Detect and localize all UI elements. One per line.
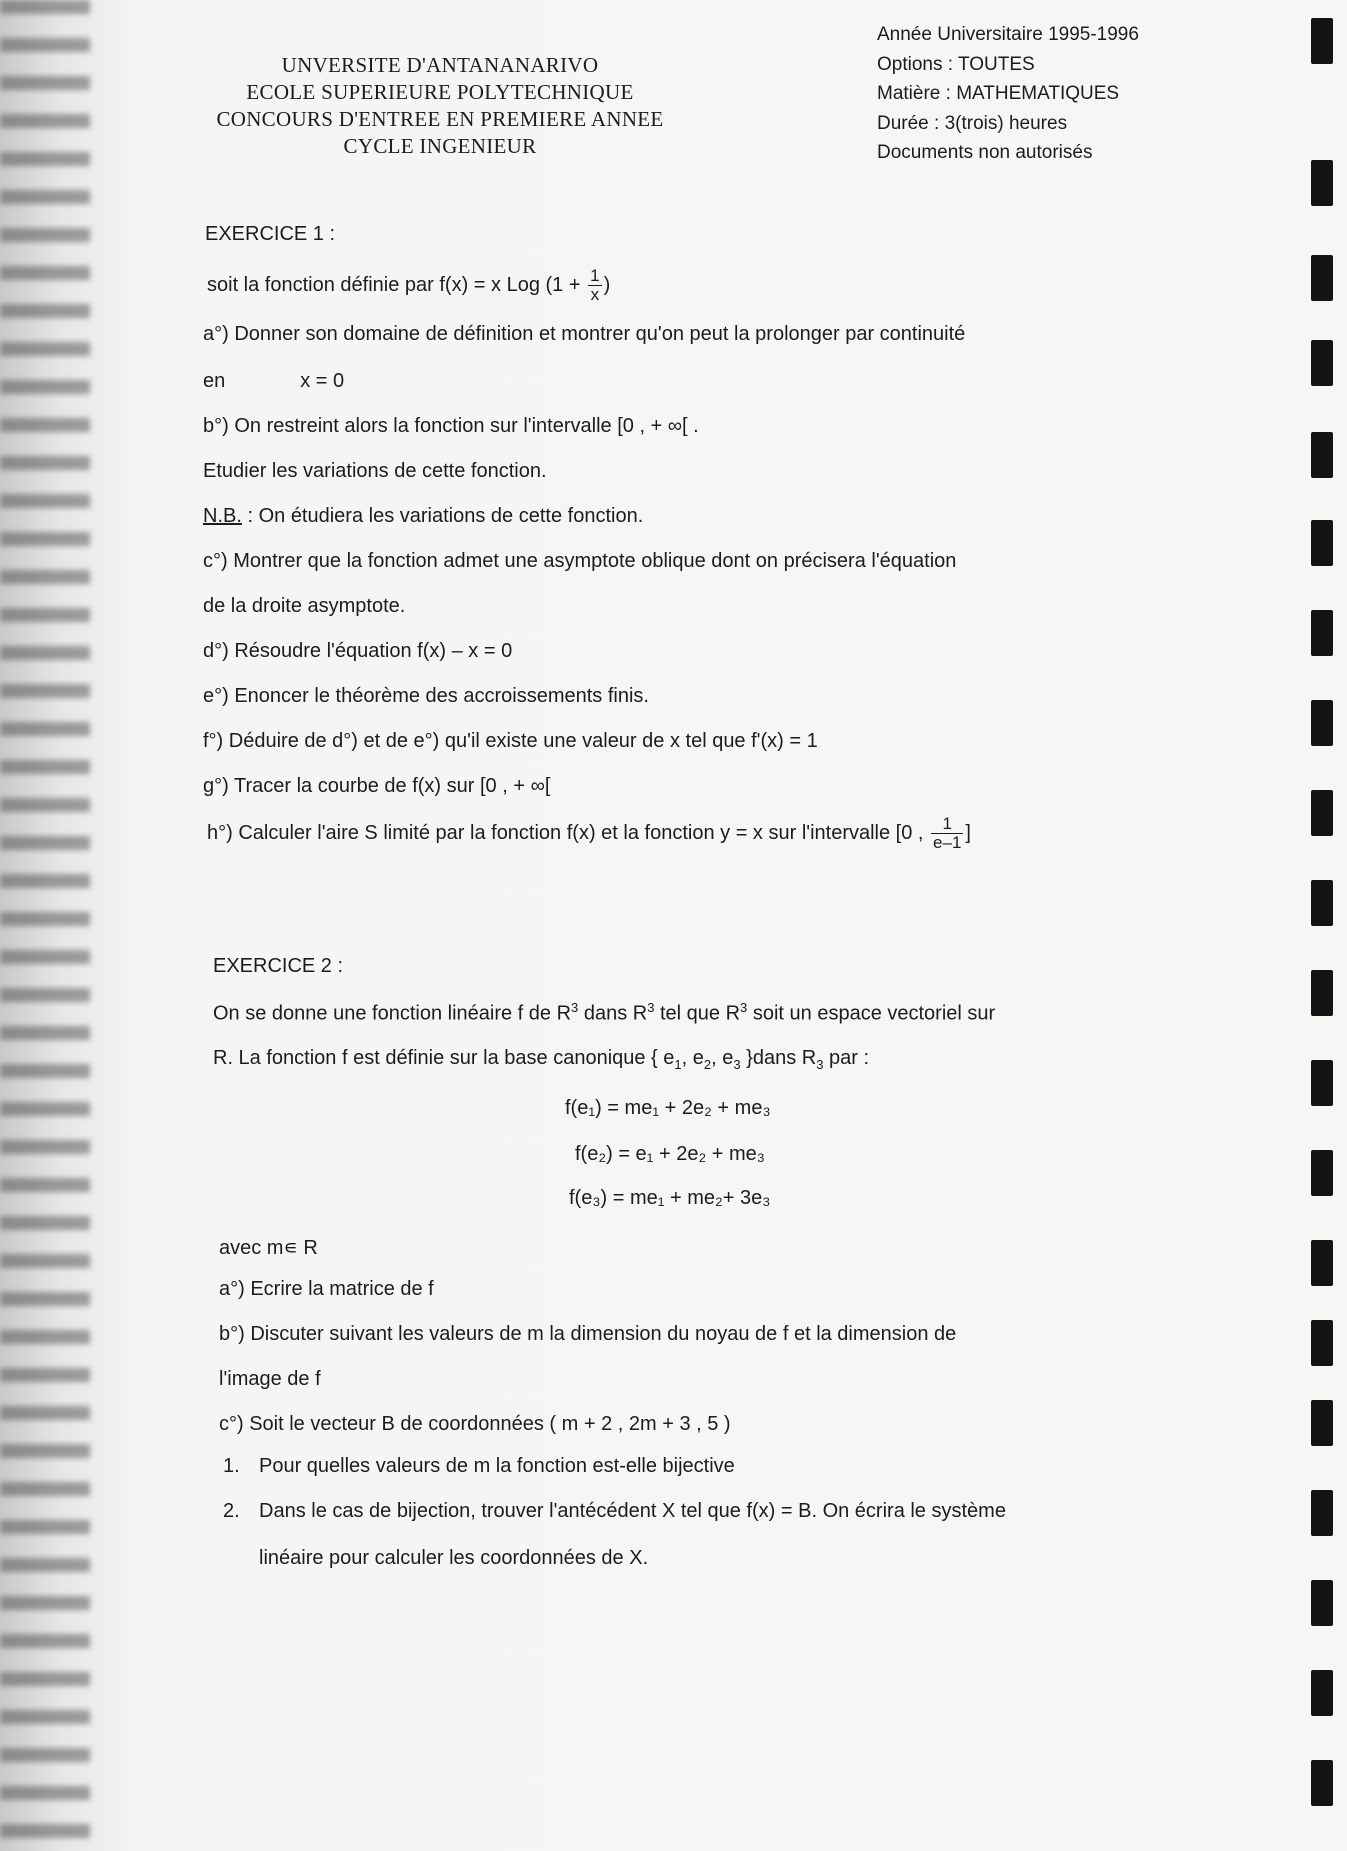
question-a: a°) Ecrire la matrice de f bbox=[219, 1278, 434, 1300]
exercise-2-para2 bbox=[213, 1047, 869, 1072]
subscript: 3 bbox=[816, 1057, 824, 1072]
list-item-2-cont: linéaire pour calculer les coordonnées de X. bbox=[259, 1547, 649, 1569]
text-span: , e bbox=[711, 1047, 734, 1069]
hole-mark bbox=[1311, 1240, 1333, 1286]
question-d: d°) Résoudre l'équation f(x) – x = 0 bbox=[203, 640, 513, 662]
hole-mark bbox=[1311, 520, 1333, 566]
fraction-numerator: 1 bbox=[942, 814, 952, 833]
equation-f-e1: f(e₁) = me₁ + 2e₂ + me₃ bbox=[565, 1097, 771, 1119]
text-span: par : bbox=[823, 1047, 870, 1069]
subscript: 1 bbox=[674, 1057, 682, 1072]
hole-mark bbox=[1311, 340, 1333, 386]
hole-mark bbox=[1311, 1580, 1333, 1626]
hole-mark bbox=[1311, 1760, 1333, 1806]
hole-mark bbox=[1311, 1150, 1333, 1196]
avec-m: avec m∊ R bbox=[219, 1237, 318, 1259]
question-e: e°) Enoncer le théorème des accroissements finis. bbox=[203, 685, 649, 707]
fraction-denominator: e–1 bbox=[933, 833, 962, 852]
hole-mark bbox=[1311, 160, 1333, 206]
institution-header bbox=[160, 52, 720, 160]
hole-mark bbox=[1311, 18, 1333, 64]
exercise-2-para1 bbox=[213, 1000, 995, 1026]
hole-mark bbox=[1311, 1060, 1333, 1106]
text-span: soit un espace vectoriel sur bbox=[747, 1002, 996, 1025]
hole-mark bbox=[1311, 255, 1333, 301]
institution-line: UNVERSITE D'ANTANANARIVO bbox=[281, 53, 599, 77]
question-h bbox=[207, 815, 971, 852]
equation-f-e3: f(e₃) = me₁ + me₂+ 3e₃ bbox=[569, 1187, 771, 1209]
note-nb bbox=[203, 505, 643, 528]
hole-mark bbox=[1311, 1400, 1333, 1446]
text-x-equals: x = 0 bbox=[300, 370, 345, 392]
info-line: Durée : 3(trois) heures bbox=[877, 112, 1068, 134]
institution-line: CONCOURS D'ENTREE EN PREMIERE ANNEE bbox=[216, 107, 664, 131]
superscript: 3 bbox=[571, 1000, 579, 1015]
question-b-cont: Etudier les variations de cette fonction. bbox=[203, 460, 547, 482]
hole-mark bbox=[1311, 1670, 1333, 1716]
text-en: en bbox=[203, 370, 226, 392]
question-a: a°) Donner son domaine de définition et montrer qu'on peut la prolonger par continuité bbox=[203, 323, 966, 345]
list-text: Pour quelles valeurs de m la fonction est-elle bijective bbox=[259, 1455, 735, 1477]
fraction-numerator: 1 bbox=[590, 266, 600, 285]
fraction bbox=[588, 267, 601, 304]
exam-info bbox=[877, 20, 1257, 168]
list-item-2 bbox=[223, 1500, 1006, 1523]
question-c: c°) Soit le vecteur B de coordonnées ( m + 2 , 2m + 3 , 5 ) bbox=[219, 1413, 731, 1435]
superscript: 3 bbox=[647, 1000, 655, 1015]
h-text: h°) Calculer l'aire S limité par la fonction f(x) et la fonction y = x sur l'intervalle [0 , bbox=[207, 821, 930, 844]
text-span: On se donne une fonction linéaire f de R bbox=[213, 1002, 572, 1025]
fraction-denominator: x bbox=[588, 285, 601, 304]
subscript: 2 bbox=[703, 1057, 712, 1072]
question-c-cont: de la droite asymptote. bbox=[203, 595, 406, 617]
hole-mark bbox=[1311, 970, 1333, 1016]
question-f: f°) Déduire de d°) et de e°) qu'il existe une valeur de x tel que f'(x) = 1 bbox=[203, 730, 818, 752]
fraction bbox=[931, 815, 963, 852]
hole-mark bbox=[1311, 1490, 1333, 1536]
question-a-cont bbox=[203, 370, 344, 393]
question-b: b°) On restreint alors la fonction sur l'intervalle [0 , + ∞[ . bbox=[203, 415, 699, 437]
spiral-binding bbox=[0, 0, 90, 1851]
list-number: 2. bbox=[223, 1500, 240, 1522]
info-line: Année Universitaire 1995-1996 bbox=[877, 24, 1139, 45]
equation-f-e2: f(e₂) = e₁ + 2e₂ + me₃ bbox=[575, 1143, 765, 1165]
text-span: }dans R bbox=[740, 1047, 817, 1069]
intro-text: soit la fonction définie par f(x) = x Log (1 + bbox=[207, 273, 587, 296]
hole-mark bbox=[1311, 1320, 1333, 1366]
institution-line: ECOLE SUPERIEURE POLYTECHNIQUE bbox=[246, 80, 634, 104]
exercise-2-title: EXERCICE 2 : bbox=[213, 955, 344, 977]
exercise-1-title: EXERCICE 1 : bbox=[205, 223, 336, 245]
hole-mark bbox=[1311, 790, 1333, 836]
subscript: 3 bbox=[733, 1057, 741, 1072]
hole-mark bbox=[1311, 432, 1333, 478]
exercise-1-intro bbox=[207, 267, 610, 304]
text-span: dans R bbox=[578, 1002, 648, 1025]
h-suffix: ] bbox=[965, 821, 971, 844]
question-b-cont: l'image de f bbox=[219, 1368, 321, 1390]
question-g: g°) Tracer la courbe de f(x) sur [0 , + ∞[ bbox=[203, 775, 551, 797]
hole-mark bbox=[1311, 610, 1333, 656]
nb-text: : On étudiera les variations de cette fonction. bbox=[241, 505, 644, 527]
punched-holes bbox=[1297, 0, 1347, 1851]
question-b: b°) Discuter suivant les valeurs de m la dimension du noyau de f et la dimension de bbox=[219, 1323, 957, 1345]
text-span: , e bbox=[681, 1047, 704, 1069]
info-line: Documents non autorisés bbox=[877, 142, 1093, 163]
question-c: c°) Montrer que la fonction admet une asymptote oblique dont on précisera l'équation bbox=[203, 550, 957, 572]
hole-mark bbox=[1311, 880, 1333, 926]
text-span: tel que R bbox=[654, 1002, 741, 1025]
superscript: 3 bbox=[740, 1000, 748, 1015]
list-number: 1. bbox=[223, 1455, 240, 1477]
info-line: Options : TOUTES bbox=[877, 53, 1035, 75]
hole-mark bbox=[1311, 700, 1333, 746]
nb-label: N.B. bbox=[203, 505, 242, 527]
institution-line: CYCLE INGENIEUR bbox=[343, 134, 537, 158]
text-span: R. La fonction f est définie sur la base canonique { e bbox=[213, 1047, 675, 1069]
list-item-1 bbox=[223, 1455, 735, 1478]
list-text: Dans le cas de bijection, trouver l'antécédent X tel que f(x) = B. On écrira le système bbox=[259, 1500, 1006, 1522]
intro-suffix: ) bbox=[603, 273, 611, 296]
info-line: Matière : MATHEMATIQUES bbox=[877, 83, 1120, 104]
